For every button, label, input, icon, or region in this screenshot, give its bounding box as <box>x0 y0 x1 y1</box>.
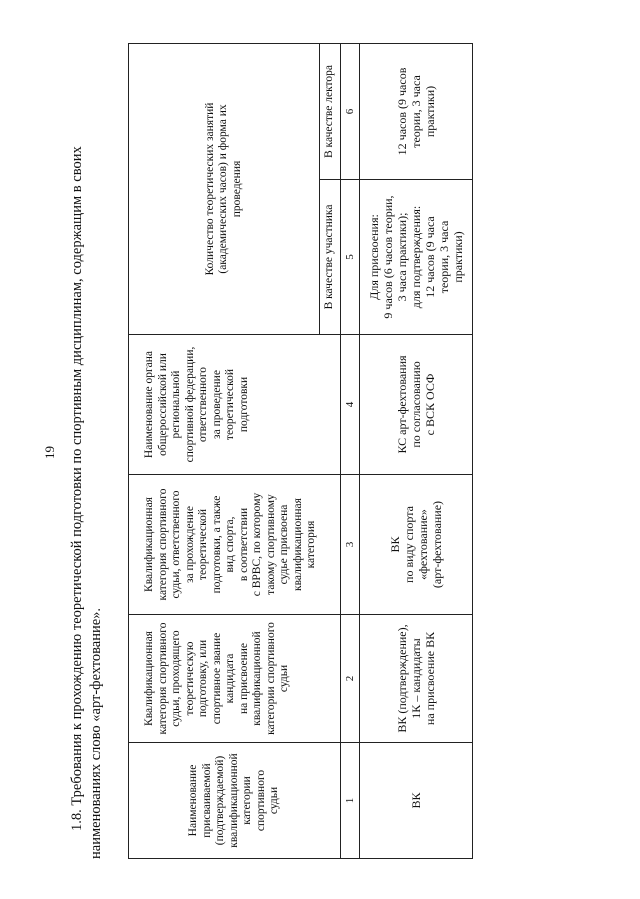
section-heading: 1.8. Требования к прохождению теоретической подготовки по спортивным дисциплинам, содержащим в своих наименованиях слово «арт-фехтование». <box>69 146 104 859</box>
cell-participant-hours: Для присвоения: 9 часов (6 часов теории, 3 часа практики); для подтверждения: 12 часов (9 часа теории, 3 часа практики) <box>360 180 473 335</box>
cell-category: ВК <box>360 743 473 859</box>
column-number: 6 <box>341 43 360 179</box>
table-row <box>360 43 473 858</box>
page-number: 19 <box>42 446 57 459</box>
cell-lecturer-hours: 12 часов (9 часов теории, 3 часа практики) <box>360 43 473 179</box>
header-col3: Квалификационная категория спортивного судьи, ответственного за прохождение теоретической подготовки, а также вид спорта, в соответствии с ВРВС, по которому такому спортивному судье присвоена квалификационная категория <box>129 475 341 615</box>
cell-trainee-category: ВК (подтверждение), 1К – кандидаты на присвоение ВК <box>360 615 473 743</box>
header-col1: Наименование присваиваемой (подтверждаемой) квалификационной категории спортивного судьи <box>129 743 341 859</box>
header-col2: Квалификационная категория спортивного судьи, проходящего теоретическую подготовку, или спортивное звание кандидата на присвоение квалификационной категории спортивного судьи <box>129 615 341 743</box>
column-number: 5 <box>341 180 360 335</box>
table-header-row <box>129 43 320 858</box>
column-number: 1 <box>341 743 360 859</box>
cell-federation: КС арт-фехтования по согласованию с ВСК ОСФ <box>360 335 473 475</box>
requirements-table <box>128 43 473 859</box>
column-number: 3 <box>341 475 360 615</box>
header-lessons: Количество теоретических занятий (академических часов) и форма их проведения <box>129 43 320 334</box>
column-number: 4 <box>341 335 360 475</box>
column-number-row <box>341 43 360 858</box>
header-col4: Наименование органа общероссийской или региональной спортивной федерации, ответственного за проведение теоретической подготовки <box>129 335 341 475</box>
header-lecturer: В качестве лектора <box>320 43 341 179</box>
column-number: 2 <box>341 615 360 743</box>
header-participant: В качестве участника <box>320 180 341 335</box>
cell-responsible-category: ВК по виду спорта «фехтование» (арт-фехтование) <box>360 475 473 615</box>
